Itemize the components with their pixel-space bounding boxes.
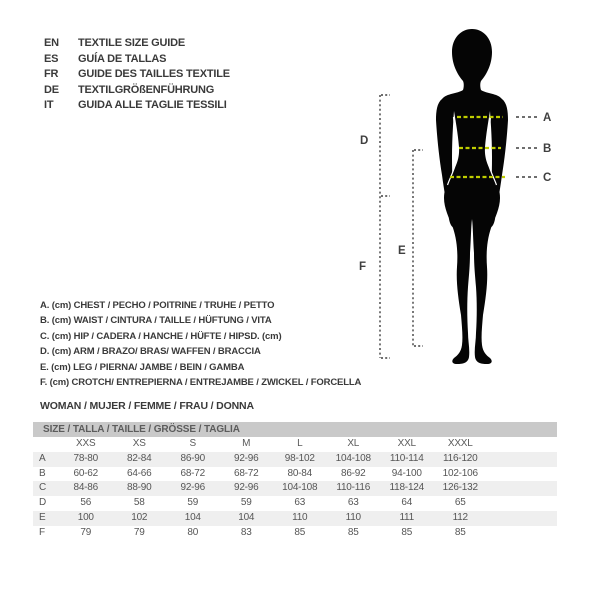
measure-row-label: C bbox=[39, 482, 47, 494]
size-value-cell: 110 bbox=[345, 511, 361, 523]
label-leg: E bbox=[398, 245, 406, 257]
size-value-cell: 64 bbox=[401, 497, 413, 509]
language-title: GUIDE DES TAILLES TEXTILE bbox=[78, 68, 230, 80]
row-filler bbox=[487, 467, 557, 482]
size-value-cell: 86-90 bbox=[180, 452, 206, 464]
size-value-cell: 102 bbox=[131, 511, 148, 523]
language-row bbox=[44, 98, 230, 114]
gender-heading: WOMAN / MUJER / FEMME / FRAU / DONNA bbox=[40, 400, 254, 412]
row-filler bbox=[487, 452, 557, 467]
size-value-cell: 80 bbox=[187, 526, 199, 538]
size-value-cell: 58 bbox=[133, 497, 145, 509]
size-value-cell: 56 bbox=[80, 497, 92, 509]
size-table-header: SIZE / TALLA / TAILLE / GRÖSSE / TAGLIA bbox=[33, 422, 557, 437]
row-filler bbox=[487, 496, 557, 511]
size-column-header: XXL bbox=[397, 438, 416, 449]
size-value-cell: 92-96 bbox=[233, 452, 259, 464]
size-value-cell: 126-132 bbox=[442, 482, 478, 494]
size-value-cell: 60-62 bbox=[73, 467, 99, 479]
label-hip: C bbox=[543, 172, 552, 184]
size-table-row bbox=[33, 526, 557, 541]
language-title: GUIDA ALLE TAGLIE TESSILI bbox=[78, 99, 227, 111]
size-value-cell: 85 bbox=[347, 526, 359, 538]
size-value-cell: 80-84 bbox=[287, 467, 313, 479]
language-code: EN bbox=[44, 37, 59, 49]
measure-row-label: E bbox=[39, 511, 46, 523]
measure-row-label: B bbox=[39, 467, 46, 479]
size-value-cell: 85 bbox=[401, 526, 413, 538]
language-row bbox=[44, 83, 230, 99]
size-table-row bbox=[33, 481, 557, 496]
language-title: GUÍA DE TALLAS bbox=[78, 52, 167, 65]
size-value-cell: 65 bbox=[454, 497, 466, 509]
size-value-cell: 82-84 bbox=[126, 452, 152, 464]
row-filler bbox=[487, 437, 557, 452]
size-value-cell: 85 bbox=[294, 526, 306, 538]
size-value-cell: 100 bbox=[77, 511, 94, 523]
label-waist: B bbox=[543, 143, 552, 155]
size-value-cell: 104-108 bbox=[335, 452, 371, 464]
size-value-cell: 86-92 bbox=[340, 467, 366, 479]
size-value-cell: 104 bbox=[184, 511, 201, 523]
measure-row-label: D bbox=[39, 497, 47, 509]
language-row bbox=[44, 67, 230, 83]
row-filler bbox=[487, 526, 557, 541]
size-table-row bbox=[33, 452, 557, 467]
size-column-header: XS bbox=[132, 438, 146, 449]
size-table-row bbox=[33, 467, 557, 482]
language-title: TEXTILGRÖßENFÜHRUNG bbox=[78, 83, 215, 96]
size-value-cell: 68-72 bbox=[180, 467, 206, 479]
size-column-header: XL bbox=[347, 438, 360, 449]
size-value-cell: 78-80 bbox=[73, 452, 99, 464]
size-value-cell: 92-96 bbox=[233, 482, 259, 494]
measurement-legend bbox=[40, 298, 361, 390]
size-value-cell: 79 bbox=[80, 526, 92, 538]
size-value-cell: 63 bbox=[294, 497, 306, 509]
size-column-header: S bbox=[189, 438, 196, 449]
language-row bbox=[44, 36, 230, 52]
size-value-cell: 59 bbox=[187, 497, 199, 509]
row-label-spacer bbox=[33, 437, 59, 452]
measure-row-label: F bbox=[39, 526, 45, 538]
size-table bbox=[33, 422, 557, 541]
size-value-cell: 88-90 bbox=[126, 482, 152, 494]
size-value-cell: 92-96 bbox=[180, 482, 206, 494]
size-value-cell: 98-102 bbox=[284, 452, 315, 464]
size-value-cell: 112 bbox=[452, 511, 468, 523]
measurement-row: D. (cm) ARM / BRAZO/ BRAS/ WAFFEN / BRACCIA bbox=[40, 346, 261, 358]
size-column-header: XXS bbox=[76, 438, 96, 449]
language-code: IT bbox=[44, 99, 54, 111]
size-value-cell: 111 bbox=[399, 511, 415, 523]
language-code: FR bbox=[44, 68, 59, 80]
language-code: ES bbox=[44, 52, 59, 65]
size-value-cell: 63 bbox=[347, 497, 359, 509]
size-value-cell: 116-120 bbox=[442, 452, 478, 464]
size-value-cell: 68-72 bbox=[233, 467, 259, 479]
size-value-cell: 83 bbox=[240, 526, 252, 538]
size-value-cell: 104-108 bbox=[282, 482, 318, 494]
size-table-body bbox=[33, 437, 557, 541]
size-value-cell: 104 bbox=[238, 511, 255, 523]
size-column-header: XXXL bbox=[447, 438, 473, 449]
measurement-row: A. (cm) CHEST / PECHO / POITRINE / TRUHE / PETTO bbox=[40, 300, 275, 311]
size-table-row bbox=[33, 511, 557, 526]
size-column-header: L bbox=[297, 438, 303, 449]
size-value-cell: 84-86 bbox=[73, 482, 99, 494]
size-value-cell: 102-106 bbox=[442, 467, 478, 479]
woman-silhouette bbox=[436, 29, 508, 364]
size-table-row bbox=[33, 496, 557, 511]
size-value-cell: 64-66 bbox=[126, 467, 152, 479]
language-code: DE bbox=[44, 83, 59, 96]
measurement-row: F. (cm) CROTCH/ ENTREPIERNA / ENTREJAMBE / ZWICKEL / FORCELLA bbox=[40, 377, 362, 389]
measurement-row: B. (cm) WAIST / CINTURA / TAILLE / HÜFTUNG / VITA bbox=[40, 315, 272, 327]
label-crotch: F bbox=[359, 261, 367, 273]
size-value-cell: 94-100 bbox=[391, 467, 422, 479]
language-list bbox=[44, 36, 230, 114]
label-chest: A bbox=[543, 112, 552, 124]
row-filler bbox=[487, 481, 557, 496]
measurement-row: C. (cm) HIP / CADERA / HANCHE / HÜFTE / HIPSD. (cm) bbox=[40, 330, 282, 342]
size-value-cell: 110 bbox=[292, 511, 308, 523]
measure-row-label: A bbox=[39, 452, 46, 464]
size-value-cell: 110-114 bbox=[389, 452, 424, 464]
language-title: TEXTILE SIZE GUIDE bbox=[78, 37, 186, 49]
size-value-cell: 110-116 bbox=[336, 482, 371, 494]
size-value-cell: 59 bbox=[240, 497, 252, 509]
size-value-cell: 85 bbox=[454, 526, 466, 538]
size-figure bbox=[340, 25, 575, 375]
row-filler bbox=[487, 511, 557, 526]
size-columns-row bbox=[33, 437, 557, 452]
size-value-cell: 118-124 bbox=[389, 482, 425, 494]
size-value-cell: 79 bbox=[133, 526, 145, 538]
size-column-header: M bbox=[242, 438, 251, 449]
woman-silhouette-diagram bbox=[340, 25, 575, 375]
label-arm: D bbox=[360, 135, 369, 147]
measurement-row: E. (cm) LEG / PIERNA/ JAMBE / BEIN / GAMBA bbox=[40, 361, 245, 373]
language-row bbox=[44, 52, 230, 68]
